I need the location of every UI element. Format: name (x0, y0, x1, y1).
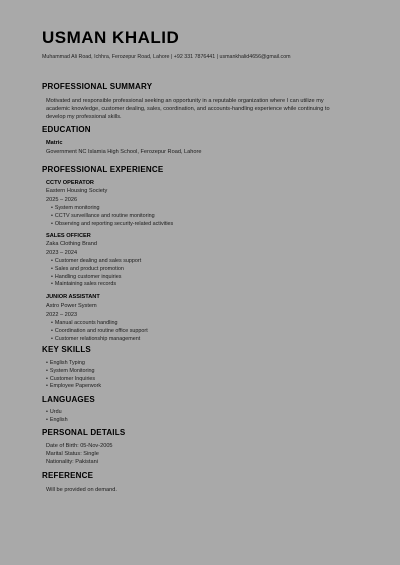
personal-details (46, 442, 113, 466)
reference-text: Will be provided on demand. (46, 487, 117, 493)
job-duties (51, 320, 148, 343)
summary-line: academic knowledge, customer dealing, sales, coordination, and accounts-handling experience while continuing to (46, 106, 330, 112)
job-dates: 2025 – 2026 (46, 197, 78, 203)
education-degree: Matric (46, 140, 63, 146)
education-school: Government NC Islamia High School, Ferozepur Road, Lahore (46, 149, 202, 155)
reference-heading: REFERENCE (42, 471, 94, 480)
summary-line: develop my professional skills. (46, 114, 122, 120)
duty-item: • System monitoring (51, 205, 173, 213)
skill-item: • Employee Paperwork (46, 383, 101, 391)
job-duties (51, 205, 173, 228)
skill-item: • English Typing (46, 360, 101, 368)
duty-item: • CCTV surveillance and routine monitoring (51, 213, 173, 221)
job-company: Eastern Housing Society (46, 188, 108, 194)
personal-nationality: Nationality: Pakistani (46, 459, 98, 465)
skills-list (46, 360, 101, 391)
duty-item: • Handling customer inquiries (51, 274, 141, 282)
job-role: JUNIOR ASSISTANT (46, 294, 100, 300)
skill-item: • Customer Inquiries (46, 376, 101, 384)
language-item: • Urdu (46, 409, 68, 417)
experience-heading: PROFESSIONAL EXPERIENCE (42, 165, 164, 174)
job-dates: 2022 – 2023 (46, 312, 78, 318)
duty-item: • Coordination and routine office support (51, 328, 148, 336)
duty-item: • Observing and reporting security-related activities (51, 221, 173, 229)
contact-line: Muhammad Ali Road, Ichhra, Ferozepur Road, Lahore | +92 331 7876441 | usmankhalid4656@gmail.com (42, 54, 291, 60)
summary-line: Motivated and responsible professional seeking an opportunity in a reputable organization where I can utilize my (46, 98, 324, 104)
job-dates: 2023 – 2024 (46, 250, 78, 256)
job-company: Zaka Clothing Brand (46, 241, 97, 247)
job-role: CCTV OPERATOR (46, 180, 94, 186)
candidate-name: USMAN KHALID (42, 28, 180, 47)
duty-item: • Manual accounts handling (51, 320, 148, 328)
education-heading: EDUCATION (42, 125, 91, 134)
skill-item: • System Monitoring (46, 368, 101, 376)
duty-item: • Customer relationship management (51, 336, 148, 344)
summary-text (46, 97, 330, 121)
duty-item: • Sales and product promotion (51, 266, 141, 274)
languages-heading: LANGUAGES (42, 395, 95, 404)
job-duties (51, 258, 141, 289)
language-item: • English (46, 417, 68, 425)
duty-item: • Maintaining sales records (51, 281, 141, 289)
duty-item: • Customer dealing and sales support (51, 258, 141, 266)
personal-heading: PERSONAL DETAILS (42, 428, 126, 437)
job-role: SALES OFFICER (46, 233, 91, 239)
personal-dob: Date of Birth: 05-Nov-2005 (46, 443, 113, 449)
personal-marital: Marital Status: Single (46, 451, 99, 457)
languages-list (46, 409, 68, 425)
job-company: Astro Power System (46, 303, 97, 309)
summary-heading: PROFESSIONAL SUMMARY (42, 82, 153, 91)
skills-heading: KEY SKILLS (42, 345, 91, 354)
